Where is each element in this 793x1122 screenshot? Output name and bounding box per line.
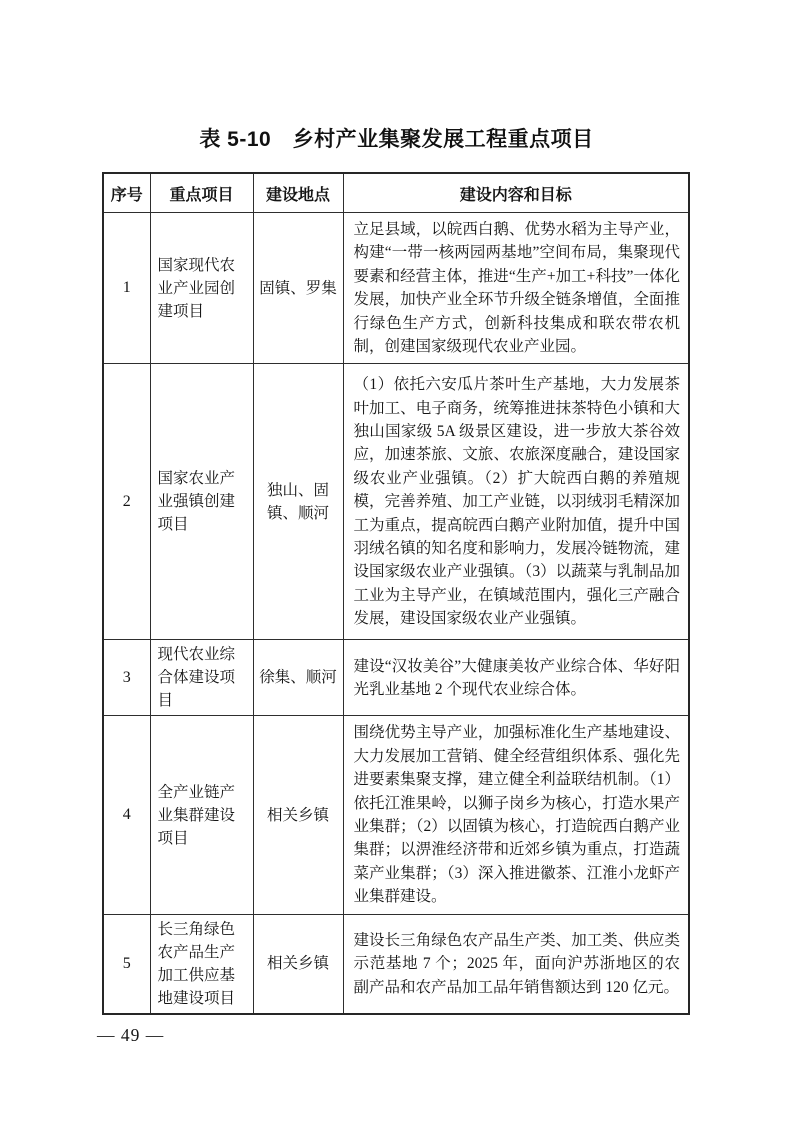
table-header-row: [103, 173, 689, 213]
projects-table: [102, 172, 690, 1015]
cell-location: 相关乡镇: [253, 914, 343, 1014]
header-content: 建设内容和目标: [343, 173, 689, 213]
table-row: [103, 364, 689, 640]
cell-content: 建设长三角绿色农产品生产类、加工类、供应类示范基地 7 个；2025 年，面向沪苏浙地区的农副产品和农产品加工品年销售额达到 120 亿元。: [343, 914, 689, 1014]
cell-no: 3: [103, 640, 150, 716]
cell-location: 固镇、罗集: [253, 213, 343, 364]
cell-no: 2: [103, 364, 150, 640]
cell-content: （1）依托六安瓜片茶叶生产基地，大力发展茶叶加工、电子商务，统筹推进抹茶特色小镇和大独山国家级 5A 级景区建设，进一步放大茶谷效应，加速茶旅、文旅、农旅深度融合，建设国家级农业产业强镇。（2）扩大皖西白鹅的养殖规模，完善养殖、加工产业链，以羽绒羽毛精深加工为重点，提高皖西白鹅产业附加值，提升中国羽绒名镇的知名度和影响力，发展冷链物流，建设国家级农业产业强镇。（3）以蔬菜与乳制品加工业为主导产业，在镇域范围内，强化三产融合发展，建设国家级农业产业强镇。: [343, 364, 689, 640]
cell-project: 国家农业产业强镇创建项目: [150, 364, 253, 640]
cell-location: 相关乡镇: [253, 716, 343, 914]
cell-project: 长三角绿色农产品生产加工供应基地建设项目: [150, 914, 253, 1014]
header-location: 建设地点: [253, 173, 343, 213]
cell-no: 5: [103, 914, 150, 1014]
cell-project: 全产业链产业集群建设项目: [150, 716, 253, 914]
cell-no: 4: [103, 716, 150, 914]
table-row: [103, 716, 689, 914]
cell-location: 徐集、顺河: [253, 640, 343, 716]
cell-project: 现代农业综合体建设项目: [150, 640, 253, 716]
table-row: [103, 914, 689, 1014]
page-number: — 49 —: [97, 1025, 165, 1045]
cell-location: 独山、固镇、顺河: [253, 364, 343, 640]
cell-content: 围绕优势主导产业，加强标准化生产基地建设、大力发展加工营销、健全经营组织体系、强化先进要素集聚支撑，建立健全利益联结机制。（1）依托江淮果岭，以狮子岗乡为核心，打造水果产业集群；（2）以固镇为核心，打造皖西白鹅产业集群；以淠淮经济带和近郊乡镇为重点，打造蔬菜产业集群；（3）深入推进徽茶、江淮小龙虾产业集群建设。: [343, 716, 689, 914]
cell-content: 建设“汉妆美谷”大健康美妆产业综合体、华好阳光乳业基地 2 个现代农业综合体。: [343, 640, 689, 716]
cell-content: 立足县域，以皖西白鹅、优势水稻为主导产业，构建“一带一核两园两基地”空间布局，集聚现代要素和经营主体，推进“生产+加工+科技”一体化发展，加快产业全环节升级全链条增值，全面推行绿色生产方式，创新科技集成和联农带农机制，创建国家级现代农业产业园。: [343, 213, 689, 364]
header-no: 序号: [103, 173, 150, 213]
table-row: [103, 213, 689, 364]
cell-no: 1: [103, 213, 150, 364]
table-row: [103, 640, 689, 716]
page-title: 表 5-10 乡村产业集聚发展工程重点项目: [199, 128, 594, 151]
header-project: 重点项目: [150, 173, 253, 213]
cell-project: 国家现代农业产业园创建项目: [150, 213, 253, 364]
